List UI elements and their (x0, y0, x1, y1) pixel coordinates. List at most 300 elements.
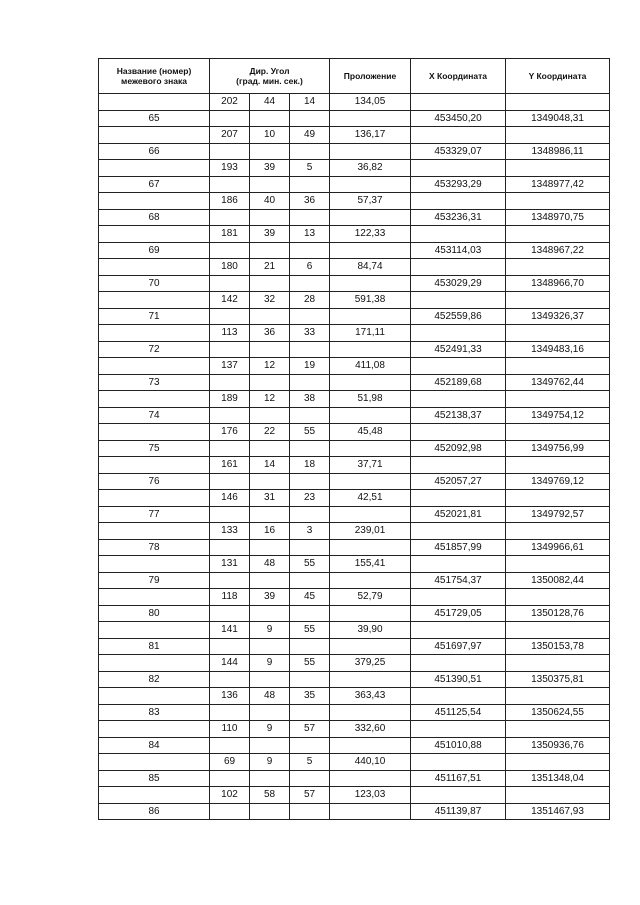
angle-seconds: 45 (290, 589, 330, 606)
point-length-empty (330, 803, 411, 820)
point-name: 74 (99, 407, 210, 424)
angle-degrees: 180 (210, 259, 250, 276)
angle-degrees: 189 (210, 391, 250, 408)
angle-degrees: 207 (210, 127, 250, 144)
segment-y-empty (506, 226, 610, 243)
angle-seconds: 13 (290, 226, 330, 243)
segment-row (99, 391, 610, 408)
segment-row (99, 787, 610, 804)
point-x-coordinate: 452559,86 (411, 308, 506, 325)
point-name: 67 (99, 176, 210, 193)
segment-y-empty (506, 589, 610, 606)
angle-degrees: 142 (210, 292, 250, 309)
segment-name-empty (99, 226, 210, 243)
point-min-empty (250, 803, 290, 820)
point-deg-empty (210, 440, 250, 457)
point-name: 75 (99, 440, 210, 457)
segment-name-empty (99, 424, 210, 441)
segment-y-empty (506, 622, 610, 639)
point-min-empty (250, 704, 290, 721)
point-length-empty (330, 110, 411, 127)
point-row (99, 506, 610, 523)
segment-length: 123,03 (330, 787, 411, 804)
segment-y-empty (506, 655, 610, 672)
point-y-coordinate: 1349769,12 (506, 473, 610, 490)
point-deg-empty (210, 143, 250, 160)
point-deg-empty (210, 176, 250, 193)
point-name: 80 (99, 605, 210, 622)
point-row (99, 341, 610, 358)
point-name: 66 (99, 143, 210, 160)
point-sec-empty (290, 737, 330, 754)
point-min-empty (250, 671, 290, 688)
point-length-empty (330, 770, 411, 787)
point-length-empty (330, 671, 411, 688)
point-x-coordinate: 453329,07 (411, 143, 506, 160)
point-y-coordinate: 1351348,04 (506, 770, 610, 787)
segment-length: 42,51 (330, 490, 411, 507)
angle-minutes: 22 (250, 424, 290, 441)
segment-length: 332,60 (330, 721, 411, 738)
point-min-empty (250, 737, 290, 754)
angle-degrees: 202 (210, 94, 250, 111)
segment-row (99, 358, 610, 375)
point-name: 68 (99, 209, 210, 226)
point-deg-empty (210, 110, 250, 127)
angle-minutes: 39 (250, 226, 290, 243)
point-x-coordinate: 451729,05 (411, 605, 506, 622)
angle-seconds: 23 (290, 490, 330, 507)
point-y-coordinate: 1349754,12 (506, 407, 610, 424)
segment-name-empty (99, 94, 210, 111)
point-sec-empty (290, 506, 330, 523)
segment-name-empty (99, 787, 210, 804)
point-deg-empty (210, 671, 250, 688)
segment-y-empty (506, 490, 610, 507)
point-deg-empty (210, 308, 250, 325)
segment-x-empty (411, 226, 506, 243)
point-row (99, 176, 610, 193)
point-x-coordinate: 451857,99 (411, 539, 506, 556)
angle-degrees: 69 (210, 754, 250, 771)
point-min-empty (250, 440, 290, 457)
header-y-coordinate: Y Координата (506, 59, 610, 94)
segment-y-empty (506, 358, 610, 375)
segment-y-empty (506, 787, 610, 804)
segment-row (99, 127, 610, 144)
point-row (99, 440, 610, 457)
point-sec-empty (290, 671, 330, 688)
point-y-coordinate: 1349326,37 (506, 308, 610, 325)
point-deg-empty (210, 572, 250, 589)
point-deg-empty (210, 803, 250, 820)
point-length-empty (330, 572, 411, 589)
point-row (99, 242, 610, 259)
segment-name-empty (99, 127, 210, 144)
angle-seconds: 49 (290, 127, 330, 144)
segment-x-empty (411, 490, 506, 507)
angle-seconds: 19 (290, 358, 330, 375)
angle-minutes: 36 (250, 325, 290, 342)
point-name: 76 (99, 473, 210, 490)
point-length-empty (330, 242, 411, 259)
point-name: 72 (99, 341, 210, 358)
angle-seconds: 3 (290, 523, 330, 540)
point-y-coordinate: 1349048,31 (506, 110, 610, 127)
point-sec-empty (290, 473, 330, 490)
point-name: 82 (99, 671, 210, 688)
segment-y-empty (506, 160, 610, 177)
segment-name-empty (99, 391, 210, 408)
point-sec-empty (290, 275, 330, 292)
segment-x-empty (411, 160, 506, 177)
angle-seconds: 55 (290, 424, 330, 441)
angle-minutes: 31 (250, 490, 290, 507)
point-sec-empty (290, 407, 330, 424)
angle-seconds: 38 (290, 391, 330, 408)
point-length-empty (330, 209, 411, 226)
angle-degrees: 193 (210, 160, 250, 177)
point-deg-empty (210, 473, 250, 490)
point-row (99, 374, 610, 391)
segment-length: 136,17 (330, 127, 411, 144)
segment-row (99, 655, 610, 672)
segment-y-empty (506, 457, 610, 474)
point-row (99, 143, 610, 160)
point-row (99, 737, 610, 754)
segment-length: 52,79 (330, 589, 411, 606)
segment-x-empty (411, 94, 506, 111)
point-x-coordinate: 451139,87 (411, 803, 506, 820)
table-header-row (99, 59, 610, 94)
point-deg-empty (210, 242, 250, 259)
segment-length: 155,41 (330, 556, 411, 573)
angle-minutes: 58 (250, 787, 290, 804)
point-y-coordinate: 1349756,99 (506, 440, 610, 457)
point-x-coordinate: 453293,29 (411, 176, 506, 193)
segment-x-empty (411, 127, 506, 144)
point-row (99, 671, 610, 688)
segment-name-empty (99, 292, 210, 309)
point-x-coordinate: 451390,51 (411, 671, 506, 688)
angle-degrees: 144 (210, 655, 250, 672)
point-row (99, 275, 610, 292)
segment-length: 39,90 (330, 622, 411, 639)
point-length-empty (330, 506, 411, 523)
segment-length: 379,25 (330, 655, 411, 672)
point-sec-empty (290, 308, 330, 325)
point-name: 71 (99, 308, 210, 325)
point-x-coordinate: 451167,51 (411, 770, 506, 787)
angle-degrees: 118 (210, 589, 250, 606)
segment-y-empty (506, 688, 610, 705)
point-deg-empty (210, 605, 250, 622)
segment-x-empty (411, 259, 506, 276)
angle-seconds: 5 (290, 160, 330, 177)
segment-row (99, 523, 610, 540)
angle-seconds: 33 (290, 325, 330, 342)
angle-seconds: 57 (290, 787, 330, 804)
segment-name-empty (99, 325, 210, 342)
angle-seconds: 18 (290, 457, 330, 474)
segment-length: 171,11 (330, 325, 411, 342)
segment-name-empty (99, 622, 210, 639)
point-length-empty (330, 308, 411, 325)
segment-row (99, 292, 610, 309)
angle-seconds: 55 (290, 556, 330, 573)
segment-y-empty (506, 193, 610, 210)
point-y-coordinate: 1349483,16 (506, 341, 610, 358)
point-x-coordinate: 452189,68 (411, 374, 506, 391)
point-y-coordinate: 1349966,61 (506, 539, 610, 556)
segment-name-empty (99, 358, 210, 375)
point-min-empty (250, 770, 290, 787)
point-y-coordinate: 1350936,76 (506, 737, 610, 754)
angle-minutes: 9 (250, 754, 290, 771)
point-y-coordinate: 1348977,42 (506, 176, 610, 193)
angle-minutes: 48 (250, 556, 290, 573)
point-name: 73 (99, 374, 210, 391)
point-length-empty (330, 440, 411, 457)
point-x-coordinate: 452491,33 (411, 341, 506, 358)
segment-name-empty (99, 589, 210, 606)
point-row (99, 539, 610, 556)
segment-row (99, 259, 610, 276)
segment-x-empty (411, 292, 506, 309)
segment-length: 122,33 (330, 226, 411, 243)
segment-y-empty (506, 754, 610, 771)
point-row (99, 770, 610, 787)
segment-length: 134,05 (330, 94, 411, 111)
segment-y-empty (506, 391, 610, 408)
header-length: Проложение (330, 59, 411, 94)
point-min-empty (250, 473, 290, 490)
segment-x-empty (411, 424, 506, 441)
segment-x-empty (411, 787, 506, 804)
segment-length: 36,82 (330, 160, 411, 177)
segment-x-empty (411, 523, 506, 540)
angle-minutes: 12 (250, 391, 290, 408)
point-x-coordinate: 451697,97 (411, 638, 506, 655)
angle-degrees: 110 (210, 721, 250, 738)
segment-length: 239,01 (330, 523, 411, 540)
segment-row (99, 94, 610, 111)
point-length-empty (330, 605, 411, 622)
angle-minutes: 39 (250, 589, 290, 606)
point-sec-empty (290, 572, 330, 589)
point-min-empty (250, 176, 290, 193)
point-x-coordinate: 451125,54 (411, 704, 506, 721)
point-sec-empty (290, 209, 330, 226)
segment-length: 57,37 (330, 193, 411, 210)
point-x-coordinate: 451754,37 (411, 572, 506, 589)
segment-x-empty (411, 655, 506, 672)
angle-seconds: 55 (290, 622, 330, 639)
point-deg-empty (210, 341, 250, 358)
point-length-empty (330, 374, 411, 391)
segment-y-empty (506, 325, 610, 342)
angle-seconds: 55 (290, 655, 330, 672)
point-name: 86 (99, 803, 210, 820)
point-row (99, 803, 610, 820)
point-name: 83 (99, 704, 210, 721)
segment-y-empty (506, 259, 610, 276)
point-length-empty (330, 176, 411, 193)
angle-minutes: 40 (250, 193, 290, 210)
point-min-empty (250, 110, 290, 127)
angle-seconds: 6 (290, 259, 330, 276)
segment-x-empty (411, 391, 506, 408)
point-deg-empty (210, 275, 250, 292)
point-sec-empty (290, 605, 330, 622)
segment-y-empty (506, 424, 610, 441)
point-deg-empty (210, 407, 250, 424)
segment-name-empty (99, 754, 210, 771)
segment-y-empty (506, 721, 610, 738)
segment-row (99, 589, 610, 606)
point-name: 81 (99, 638, 210, 655)
angle-minutes: 32 (250, 292, 290, 309)
point-deg-empty (210, 737, 250, 754)
segment-name-empty (99, 688, 210, 705)
point-row (99, 704, 610, 721)
point-min-empty (250, 275, 290, 292)
angle-minutes: 12 (250, 358, 290, 375)
point-sec-empty (290, 143, 330, 160)
point-sec-empty (290, 110, 330, 127)
point-sec-empty (290, 440, 330, 457)
point-name: 70 (99, 275, 210, 292)
segment-name-empty (99, 655, 210, 672)
angle-degrees: 141 (210, 622, 250, 639)
angle-seconds: 14 (290, 94, 330, 111)
angle-minutes: 21 (250, 259, 290, 276)
point-min-empty (250, 572, 290, 589)
point-y-coordinate: 1348966,70 (506, 275, 610, 292)
segment-row (99, 556, 610, 573)
point-row (99, 110, 610, 127)
point-x-coordinate: 453114,03 (411, 242, 506, 259)
point-x-coordinate: 453029,29 (411, 275, 506, 292)
point-y-coordinate: 1350153,78 (506, 638, 610, 655)
header-point-name: Название (номер) межевого знака (99, 59, 210, 94)
segment-row (99, 490, 610, 507)
point-x-coordinate: 452057,27 (411, 473, 506, 490)
segment-length: 363,43 (330, 688, 411, 705)
segment-name-empty (99, 193, 210, 210)
point-sec-empty (290, 638, 330, 655)
segment-y-empty (506, 523, 610, 540)
segment-length: 84,74 (330, 259, 411, 276)
angle-degrees: 133 (210, 523, 250, 540)
segment-name-empty (99, 259, 210, 276)
segment-name-empty (99, 523, 210, 540)
segment-row (99, 193, 610, 210)
angle-degrees: 137 (210, 358, 250, 375)
header-angle-units: (град. мин. сек.) (236, 76, 303, 86)
point-x-coordinate: 452092,98 (411, 440, 506, 457)
segment-y-empty (506, 94, 610, 111)
segment-x-empty (411, 358, 506, 375)
point-sec-empty (290, 341, 330, 358)
point-y-coordinate: 1348967,22 (506, 242, 610, 259)
segment-x-empty (411, 688, 506, 705)
segment-x-empty (411, 622, 506, 639)
point-length-empty (330, 275, 411, 292)
segment-length: 51,98 (330, 391, 411, 408)
point-deg-empty (210, 539, 250, 556)
angle-seconds: 28 (290, 292, 330, 309)
point-min-empty (250, 506, 290, 523)
point-min-empty (250, 539, 290, 556)
segment-y-empty (506, 292, 610, 309)
angle-minutes: 44 (250, 94, 290, 111)
point-x-coordinate: 452138,37 (411, 407, 506, 424)
point-length-empty (330, 473, 411, 490)
angle-minutes: 9 (250, 721, 290, 738)
point-row (99, 572, 610, 589)
segment-name-empty (99, 556, 210, 573)
segment-x-empty (411, 721, 506, 738)
point-sec-empty (290, 374, 330, 391)
point-min-empty (250, 407, 290, 424)
point-sec-empty (290, 539, 330, 556)
point-min-empty (250, 341, 290, 358)
header-angle-label: Дир. Угол (249, 66, 290, 76)
point-length-empty (330, 539, 411, 556)
point-length-empty (330, 341, 411, 358)
segment-x-empty (411, 457, 506, 474)
angle-degrees: 136 (210, 688, 250, 705)
segment-name-empty (99, 721, 210, 738)
angle-minutes: 10 (250, 127, 290, 144)
angle-degrees: 131 (210, 556, 250, 573)
point-sec-empty (290, 704, 330, 721)
angle-degrees: 176 (210, 424, 250, 441)
point-name: 69 (99, 242, 210, 259)
segment-row (99, 160, 610, 177)
angle-seconds: 35 (290, 688, 330, 705)
angle-seconds: 5 (290, 754, 330, 771)
point-name: 77 (99, 506, 210, 523)
point-name: 65 (99, 110, 210, 127)
point-x-coordinate: 453236,31 (411, 209, 506, 226)
point-row (99, 473, 610, 490)
point-deg-empty (210, 374, 250, 391)
angle-degrees: 181 (210, 226, 250, 243)
segment-name-empty (99, 490, 210, 507)
point-min-empty (250, 308, 290, 325)
segment-x-empty (411, 325, 506, 342)
segment-row (99, 754, 610, 771)
segment-x-empty (411, 193, 506, 210)
segment-row (99, 226, 610, 243)
point-length-empty (330, 704, 411, 721)
segment-row (99, 457, 610, 474)
point-min-empty (250, 374, 290, 391)
segment-x-empty (411, 556, 506, 573)
segment-y-empty (506, 127, 610, 144)
angle-seconds: 36 (290, 193, 330, 210)
point-row (99, 638, 610, 655)
angle-degrees: 161 (210, 457, 250, 474)
angle-minutes: 9 (250, 655, 290, 672)
segment-length: 411,08 (330, 358, 411, 375)
point-name: 85 (99, 770, 210, 787)
point-sec-empty (290, 176, 330, 193)
segment-name-empty (99, 160, 210, 177)
angle-degrees: 102 (210, 787, 250, 804)
